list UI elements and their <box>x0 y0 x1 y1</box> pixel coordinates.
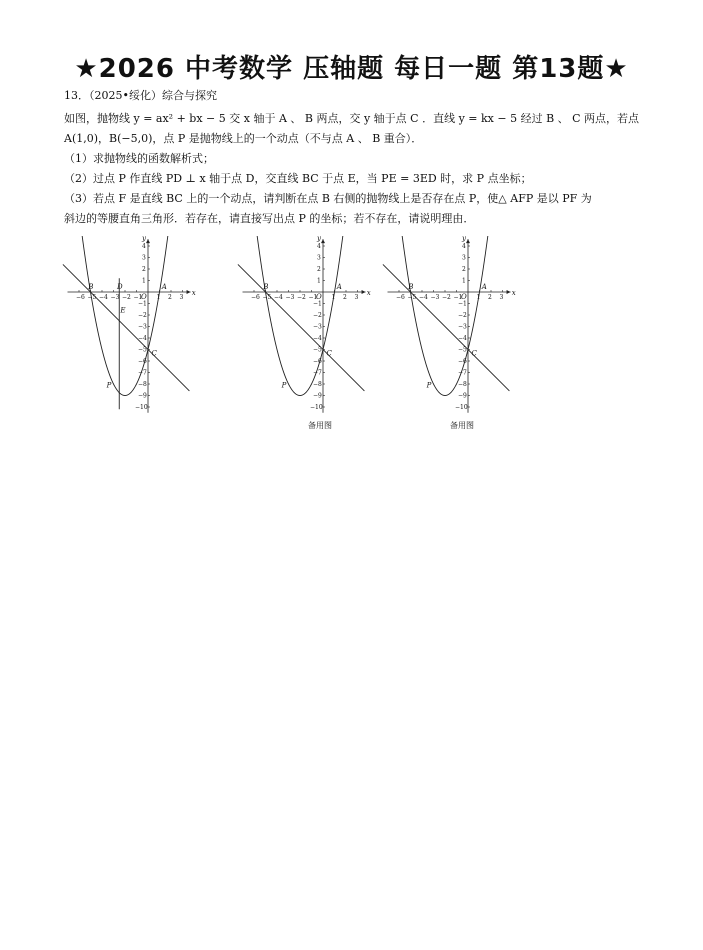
line-bc <box>63 264 189 391</box>
point-b-label: B <box>408 283 414 291</box>
x-tick-label: −4 <box>419 294 428 301</box>
point-b-label: B <box>88 283 94 291</box>
y-tick-label: 3 <box>142 254 146 262</box>
point-a-label: A <box>481 283 487 291</box>
y-tick-label: 1 <box>462 277 466 285</box>
y-tick-label: 4 <box>317 243 321 250</box>
y-axis-label: y <box>317 236 321 243</box>
y-axis-arrow <box>466 239 470 243</box>
y-tick-label: −7 <box>458 369 467 377</box>
x-tick-label: −6 <box>251 294 260 301</box>
y-tick-label: 2 <box>317 266 321 273</box>
backup-caption-2: 备用图 <box>450 421 474 430</box>
x-tick-label: 2 <box>343 294 347 301</box>
point-p-label: P <box>106 381 112 390</box>
parabola-curve <box>251 236 350 396</box>
page-title: ★2026 中考数学 压轴题 每日一题 第13题★ <box>74 54 629 84</box>
x-tick-label: −2 <box>122 294 131 301</box>
x-tick-label: 1 <box>331 294 336 301</box>
point-p-label: P <box>281 381 287 390</box>
point-a-label: A <box>336 283 342 291</box>
problem-intro-line2: A(1,0)，B(−5,0)，点 P 是抛物线上的一个动点（不与点 A 、 B 重合）． <box>64 132 423 145</box>
x-tick-label: −1 <box>308 294 318 301</box>
y-tick-label: 1 <box>142 277 146 285</box>
line-bc <box>238 264 365 391</box>
backup-caption-1: 备用图 <box>308 421 332 430</box>
x-tick-label: 2 <box>168 294 172 301</box>
x-tick-label: −3 <box>430 294 440 301</box>
y-tick-label: −3 <box>313 323 322 331</box>
x-tick-label: −6 <box>76 294 85 301</box>
figures-area <box>62 236 532 436</box>
y-tick-label: −9 <box>313 392 322 400</box>
question-2: （2）过点 P 作直线 PD ⊥ x 轴于点 D，交直线 BC 于点 E，当 PE = 3ED 时，求 P 点坐标； <box>64 172 532 185</box>
point-d-label: D <box>116 283 123 291</box>
y-tick-label: −3 <box>458 323 467 331</box>
x-tick-label: −1 <box>453 294 463 301</box>
x-tick-label: −4 <box>274 294 283 301</box>
question-3-line1: （3）若点 F 是直线 BC 上的一个动点，请判断在点 B 右侧的抛物线上是否存在点 P，使△ AFP 是以 PF 为 <box>64 192 592 205</box>
x-tick-label: 1 <box>476 294 481 301</box>
backup-figure-2 <box>382 236 532 416</box>
y-tick-label: −4 <box>313 335 322 342</box>
y-tick-label: −5 <box>313 346 322 354</box>
y-tick-label: −4 <box>458 335 467 342</box>
y-tick-label: 4 <box>462 243 466 250</box>
y-tick-label: −9 <box>458 392 467 400</box>
origin-label: O <box>316 293 322 301</box>
parabola-curve <box>396 236 495 396</box>
y-tick-label: −9 <box>138 392 147 400</box>
backup-figure-1 <box>237 236 387 416</box>
y-tick-label: −2 <box>313 312 322 319</box>
y-tick-label: −4 <box>138 335 147 342</box>
problem-block <box>64 86 644 229</box>
x-tick-label: −4 <box>99 294 108 301</box>
point-p-label: P <box>426 381 432 390</box>
point-c-label: C <box>326 349 332 358</box>
point-c-label: C <box>471 349 477 358</box>
y-tick-label: −1 <box>138 300 147 308</box>
y-axis-arrow <box>321 239 325 243</box>
y-tick-label: −3 <box>138 323 147 331</box>
question-1: （1）求抛物线的函数解析式； <box>64 152 214 165</box>
x-tick-label: −3 <box>285 294 295 301</box>
x-axis-label: x <box>511 289 516 297</box>
x-tick-label: −5 <box>87 294 97 301</box>
y-tick-label: −2 <box>138 312 147 319</box>
y-tick-label: 2 <box>462 266 466 273</box>
y-tick-label: 1 <box>317 277 321 285</box>
origin-label: O <box>461 293 467 301</box>
y-axis-label: y <box>462 236 466 243</box>
line-bc <box>383 264 510 391</box>
x-tick-label: −2 <box>442 294 451 301</box>
x-axis-arrow <box>362 290 366 294</box>
x-tick-label: 1 <box>156 294 161 301</box>
y-tick-label: 3 <box>317 254 321 262</box>
y-tick-label: 4 <box>142 243 146 250</box>
point-b-label: B <box>263 283 269 291</box>
y-tick-label: 3 <box>462 254 466 262</box>
y-tick-label: −8 <box>138 381 147 388</box>
y-tick-label: −8 <box>458 381 467 388</box>
x-tick-label: 2 <box>488 294 492 301</box>
y-tick-label: −10 <box>310 404 323 411</box>
y-tick-label: −6 <box>458 358 467 365</box>
y-tick-label: −2 <box>458 312 467 319</box>
x-tick-label: −5 <box>262 294 272 301</box>
x-tick-label: −3 <box>110 294 120 301</box>
x-tick-label: 3 <box>354 294 359 301</box>
point-c-label: C <box>151 349 157 358</box>
y-axis-label: y <box>142 236 146 243</box>
y-tick-label: −6 <box>313 358 322 365</box>
y-axis-arrow <box>146 239 150 243</box>
x-tick-label: 3 <box>499 294 504 301</box>
y-tick-label: −10 <box>135 404 148 411</box>
y-tick-label: −10 <box>455 404 468 411</box>
y-tick-label: −1 <box>313 300 322 308</box>
y-tick-label: −6 <box>138 358 147 365</box>
y-tick-label: −8 <box>313 381 322 388</box>
x-tick-label: 3 <box>179 294 184 301</box>
x-axis-arrow <box>187 290 191 294</box>
x-axis-arrow <box>507 290 511 294</box>
y-tick-label: −1 <box>458 300 467 308</box>
x-tick-label: −1 <box>133 294 143 301</box>
origin-label: O <box>141 293 147 301</box>
x-tick-label: −6 <box>396 294 405 301</box>
x-tick-label: −2 <box>297 294 306 301</box>
point-e-label: E <box>120 306 126 315</box>
y-tick-label: −7 <box>138 369 147 377</box>
point-a-label: A <box>161 283 167 291</box>
y-tick-label: −5 <box>458 346 467 354</box>
x-axis-label: x <box>366 289 371 297</box>
y-tick-label: −7 <box>313 369 322 377</box>
question-3-line2: 斜边的等腰直角三角形．若存在，请直接写出点 P 的坐标；若不存在，请说明理由． <box>64 212 475 225</box>
parabola-curve <box>76 236 175 396</box>
y-tick-label: −5 <box>138 346 147 354</box>
problem-intro-line1: 如图，抛物线 y = ax² + bx − 5 交 x 轴于 A 、 B 两点，交 y 轴于点 C ．直线 y = kx − 5 经过 B 、 C 两点，若点 <box>64 112 640 125</box>
x-tick-label: −5 <box>407 294 417 301</box>
y-tick-label: 2 <box>142 266 146 273</box>
x-axis-label: x <box>191 289 196 297</box>
problem-header: 13．（2025•绥化）综合与探究 <box>64 89 217 102</box>
main-figure <box>62 236 212 416</box>
